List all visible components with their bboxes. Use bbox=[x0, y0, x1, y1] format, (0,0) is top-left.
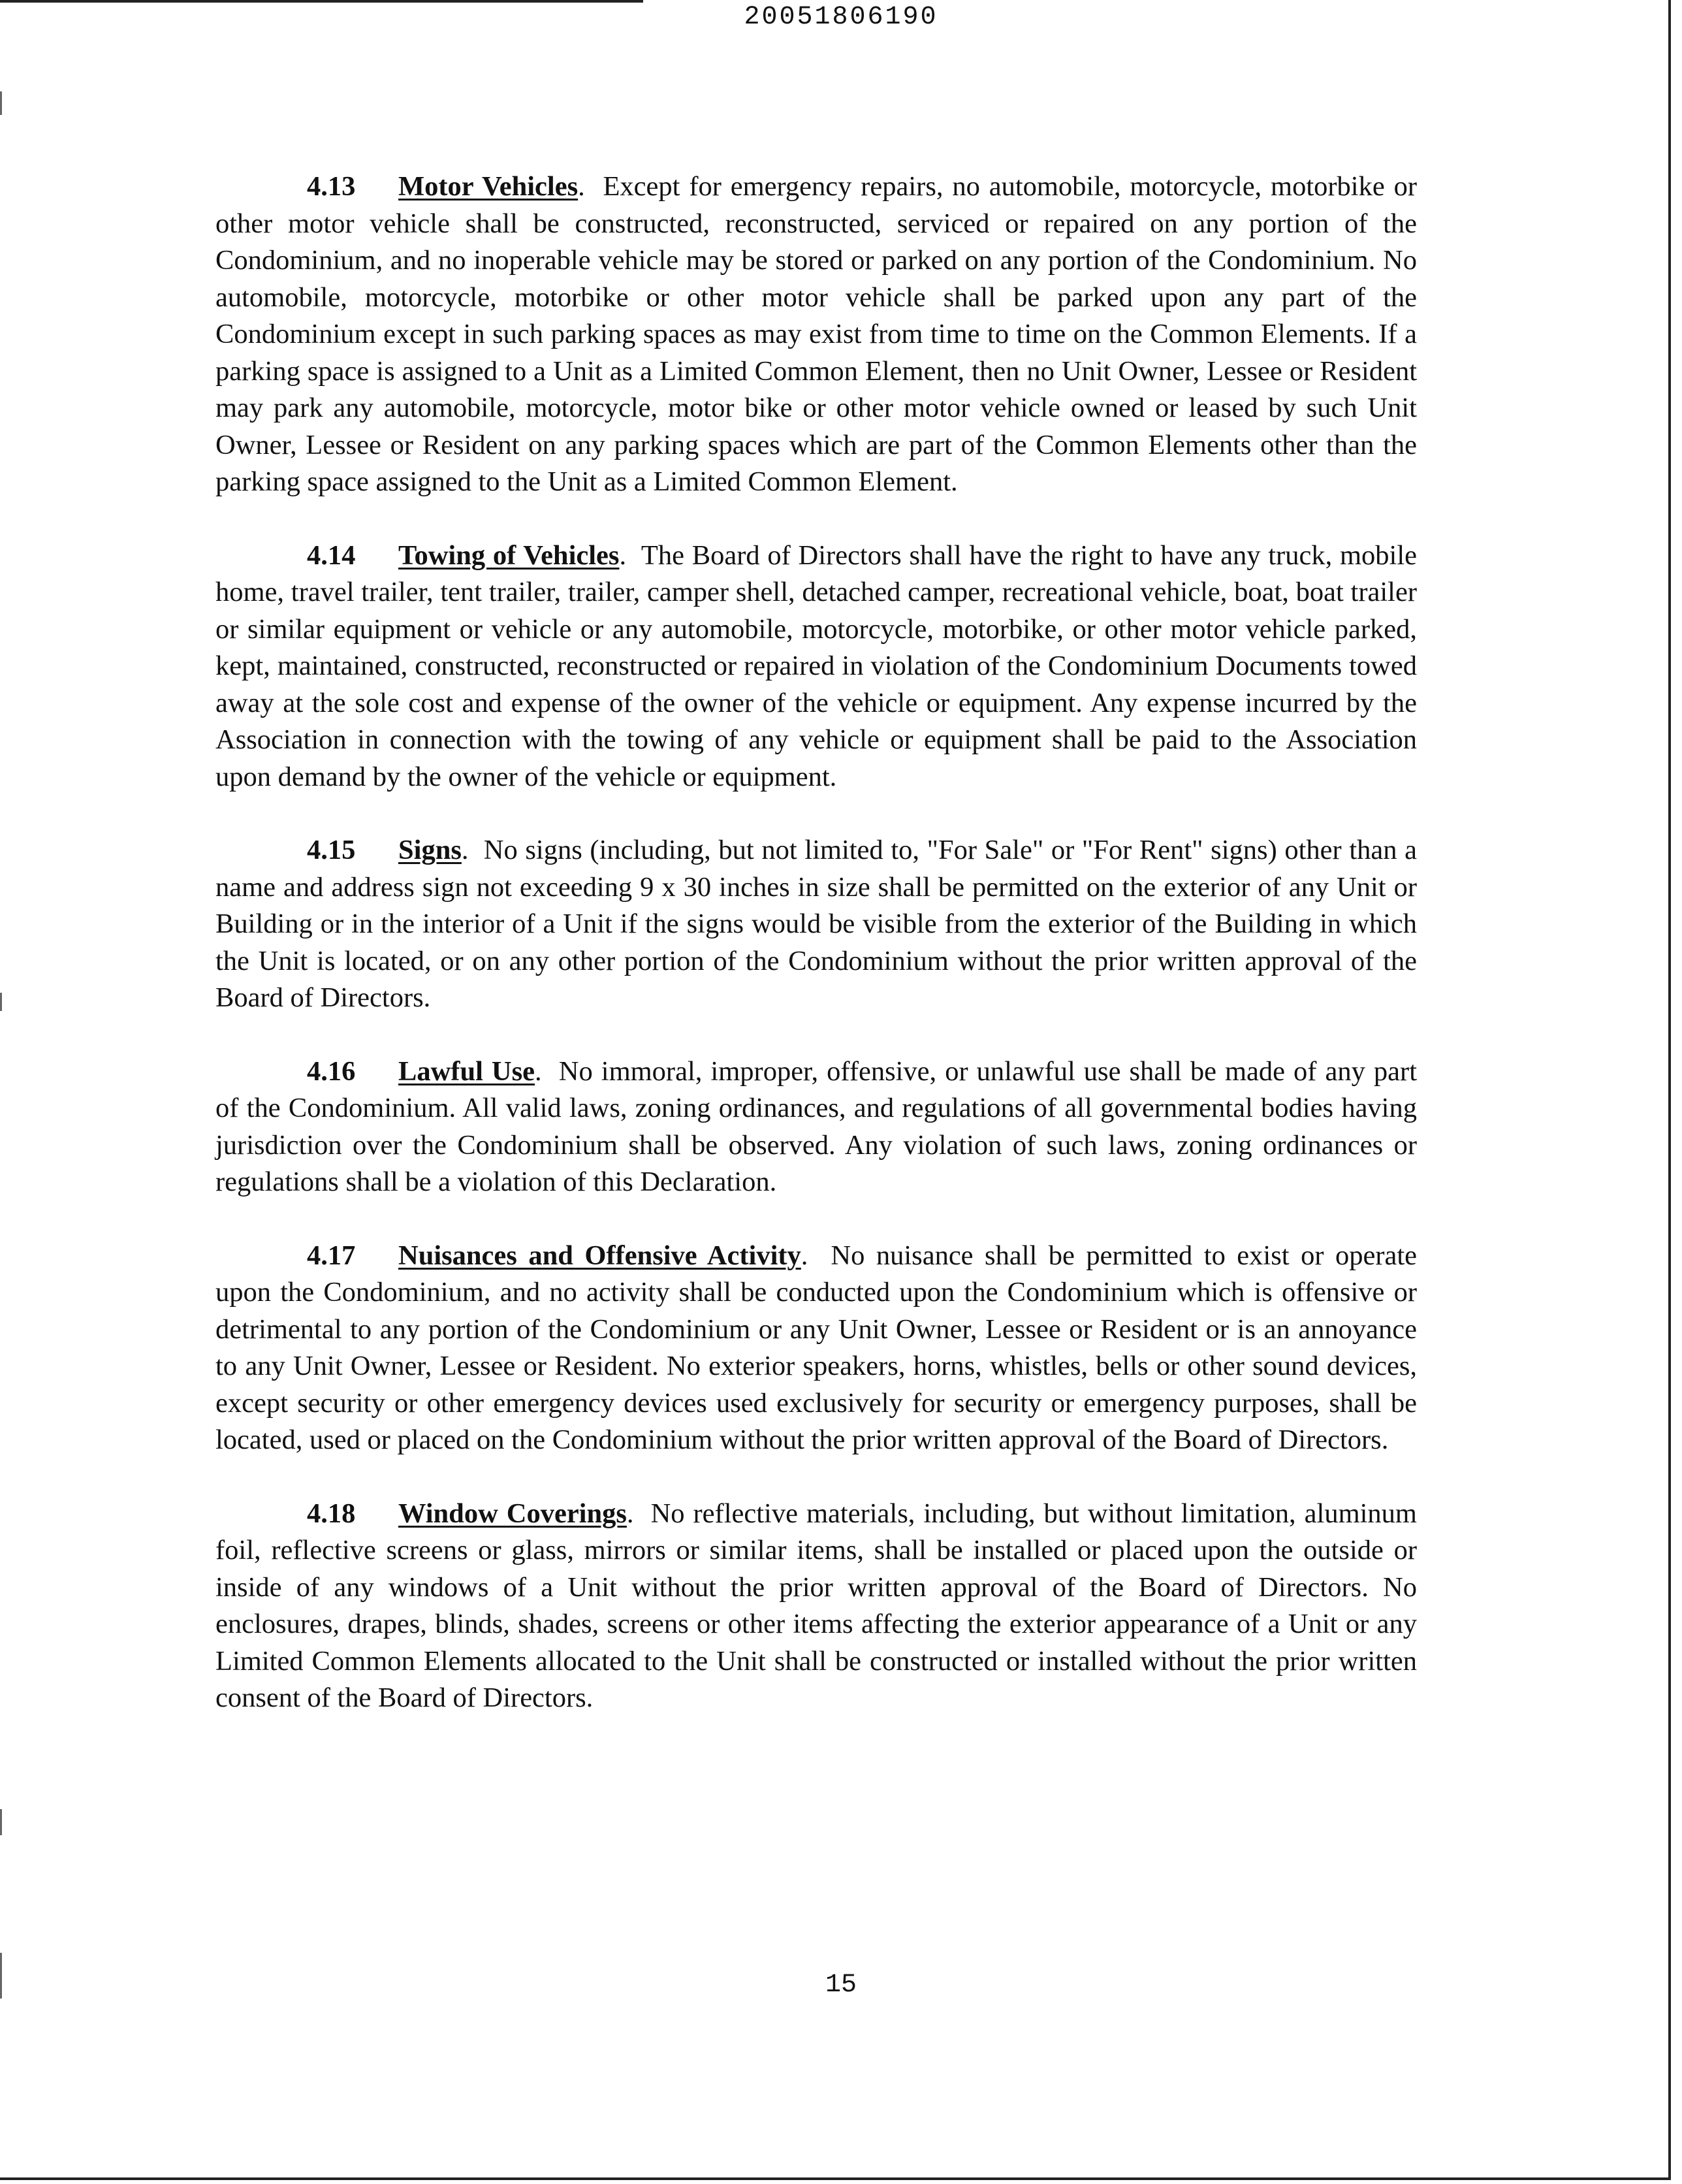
section-text: No reflective materials, including, but without limitation, aluminum foil, reflective screens or glass, mirrors or similar items, shall be installed or placed upon the outside or inside of any windows of a Unit without the prior written approval of the Board of Directors. No enclosures, drapes, blinds, shades, screens or other items affecting the exterior appearance of a Unit or any Limited Common Elements allocated to the Unit shall be constructed or installed without the prior written consent of the Board of Directors. bbox=[215, 1498, 1417, 1713]
document-body bbox=[215, 169, 1417, 1717]
section-number: 4.14 bbox=[307, 539, 356, 571]
section-heading: Lawful Use bbox=[398, 1055, 535, 1087]
section-4-14: 4.14 Towing of Vehicles. The Board of Directors shall have the right to have any truck, mobile home, travel trailer, tent trailer, trailer, camper shell, detached camper, recreational vehicle, boat, boat trailer or similar equipment or vehicle or any automobile, motorcycle, motorbike, or other motor vehicle parked, kept, maintained, constructed, reconstructed or repaired in violation of the Condominium Documents towed away at the sole cost and expense of the owner of the vehicle or equipment. Any expense incurred by the Association in connection with the towing of any vehicle or equipment shall be paid to the Association upon demand by the owner of the vehicle or equipment. bbox=[215, 538, 1417, 796]
section-number: 4.16 bbox=[307, 1055, 356, 1087]
scan-edge-mark bbox=[0, 91, 2, 115]
right-border-line bbox=[1668, 0, 1671, 2179]
section-heading: Window Coverings bbox=[398, 1498, 627, 1529]
section-heading: Signs bbox=[398, 835, 462, 865]
section-text: No signs (including, but not limited to, "For Sale" or "For Rent" signs) other than a name and address sign not exceeding 9 x 30 inches in size shall be permitted on the exterior of any Unit or Building or in the interior of a Unit if the signs would be visible from the exterior of the Building in which the Unit is located, or on any other portion of the Condominium without the prior written approval of the Board of Directors. bbox=[215, 835, 1418, 1013]
section-4-17: 4.17 Nuisances and Offensive Activity. No nuisance shall be permitted to exist or operate upon the Condominium, and no activity shall be conducted upon the Condominium which is offensive or detrimental to any portion of the Condominium or any Unit Owner, Lessee or Resident or is an annoyance to any Unit Owner, Lessee or Resident. No exterior speakers, horns, whistles, bells or other sound devices, except security or other emergency devices used exclusively for security or emergency purposes, shall be located, used or placed on the Condominium without the prior written approval of the Board of Directors. bbox=[215, 1238, 1417, 1459]
page-number: 15 bbox=[825, 1970, 857, 2000]
section-heading: Nuisances and Offensive Activity bbox=[398, 1240, 801, 1271]
section-heading: Motor Vehicles bbox=[398, 171, 579, 202]
section-text: The Board of Directors shall have the right to have any truck, mobile home, travel trailer, tent trailer, trailer, camper shell, detached camper, recreational vehicle, boat, boat trailer or similar equipment or vehicle or any automobile, motorcycle, motorbike, or other motor vehicle parked, kept, maintained, constructed, reconstructed or repaired in violation of the Condominium Documents towed away at the sole cost and expense of the owner of the vehicle or equipment. Any expense incurred by the Association in connection with the towing of any vehicle or equipment shall be paid to the Association upon demand by the owner of the vehicle or equipment. bbox=[215, 539, 1418, 792]
section-number: 4.15 bbox=[307, 835, 356, 865]
bottom-border-line bbox=[0, 2177, 1671, 2180]
section-4-18: 4.18 Window Coverings. No reflective materials, including, but without limitation, aluminum foil, reflective screens or glass, mirrors or similar items, shall be installed or placed upon the outside or inside of any windows of a Unit without the prior written approval of the Board of Directors. No enclosures, drapes, blinds, shades, screens or other items affecting the exterior appearance of a Unit or any Limited Common Elements allocated to the Unit shall be constructed or installed without the prior written consent of the Board of Directors. bbox=[215, 1496, 1417, 1717]
section-4-16: 4.16 Lawful Use. No immoral, improper, offensive, or unlawful use shall be made of any part of the Condominium. All valid laws, zoning ordinances, and regulations of all governmental bodies having jurisdiction over the Condominium shall be observed. Any violation of such laws, zoning ordinances or regulations shall be a violation of this Declaration. bbox=[215, 1053, 1417, 1201]
section-text: No nuisance shall be permitted to exist or operate upon the Condominium, and no activity shall be conducted upon the Condominium which is offensive or detrimental to any portion of the Condominium or any Unit Owner, Lessee or Resident or is an annoyance to any Unit Owner, Lessee or Resident. No exterior speakers, horns, whistles, bells or other sound devices, except security or other emergency devices used exclusively for security or emergency purposes, shall be located, used or placed on the Condominium without the prior written approval of the Board of Directors. bbox=[215, 1240, 1418, 1455]
document-number: 20051806190 bbox=[744, 3, 938, 32]
section-text: No immoral, improper, offensive, or unlawful use shall be made of any part of the Condominium. All valid laws, zoning ordinances, and regulations of all governmental bodies having jurisdiction over the Condominium shall be observed. Any violation of such laws, zoning ordinances or regulations shall be a violation of this Declaration. bbox=[215, 1055, 1418, 1197]
section-text: Except for emergency repairs, no automobile, motorcycle, motorbike or other motor vehicle shall be constructed, reconstructed, serviced or repaired on any portion of the Condominium, and no inoperable vehicle may be stored or parked on any portion of the Condominium. No automobile, motorcycle, motorbike or other motor vehicle shall be parked upon any part of the Condominium except in such parking spaces as may exist from time to time on the Common Elements. If a parking space is assigned to a Unit as a Limited Common Element, then no Unit Owner, Lessee or Resident may park any automobile, motorcycle, motor bike or other motor vehicle owned or leased by such Unit Owner, Lessee or Resident on any parking spaces which are part of the Common Elements other than the parking space assigned to the Unit as a Limited Common Element. bbox=[215, 171, 1417, 497]
section-4-13: 4.13 Motor Vehicles. Except for emergency repairs, no automobile, motorcycle, motorbike or other motor vehicle shall be constructed, reconstructed, serviced or repaired on any portion of the Condominium, and no inoperable vehicle may be stored or parked on any portion of the Condominium. No automobile, motorcycle, motorbike or other motor vehicle shall be parked upon any part of the Condominium except in such parking spaces as may exist from time to time on the Common Elements. If a parking space is assigned to a Unit as a Limited Common Element, then no Unit Owner, Lessee or Resident may park any automobile, motorcycle, motor bike or other motor vehicle owned or leased by such Unit Owner, Lessee or Resident on any parking spaces which are part of the Common Elements other than the parking space assigned to the Unit as a Limited Common Element. bbox=[215, 169, 1417, 501]
section-number: 4.18 bbox=[307, 1498, 356, 1529]
section-number: 4.17 bbox=[307, 1240, 356, 1271]
section-number: 4.13 bbox=[307, 171, 356, 202]
section-heading: Towing of Vehicles bbox=[398, 539, 620, 571]
scan-edge-mark bbox=[0, 993, 2, 1011]
section-4-15: 4.15 Signs. No signs (including, but not limited to, "For Sale" or "For Rent" signs) other than a name and address sign not exceeding 9 x 30 inches in size shall be permitted on the exterior of any Unit or Building or in the interior of a Unit if the signs would be visible from the exterior of the Building in which the Unit is located, or on any other portion of the Condominium without the prior written approval of the Board of Directors. bbox=[215, 832, 1417, 1017]
scan-edge-mark bbox=[0, 1809, 2, 1835]
